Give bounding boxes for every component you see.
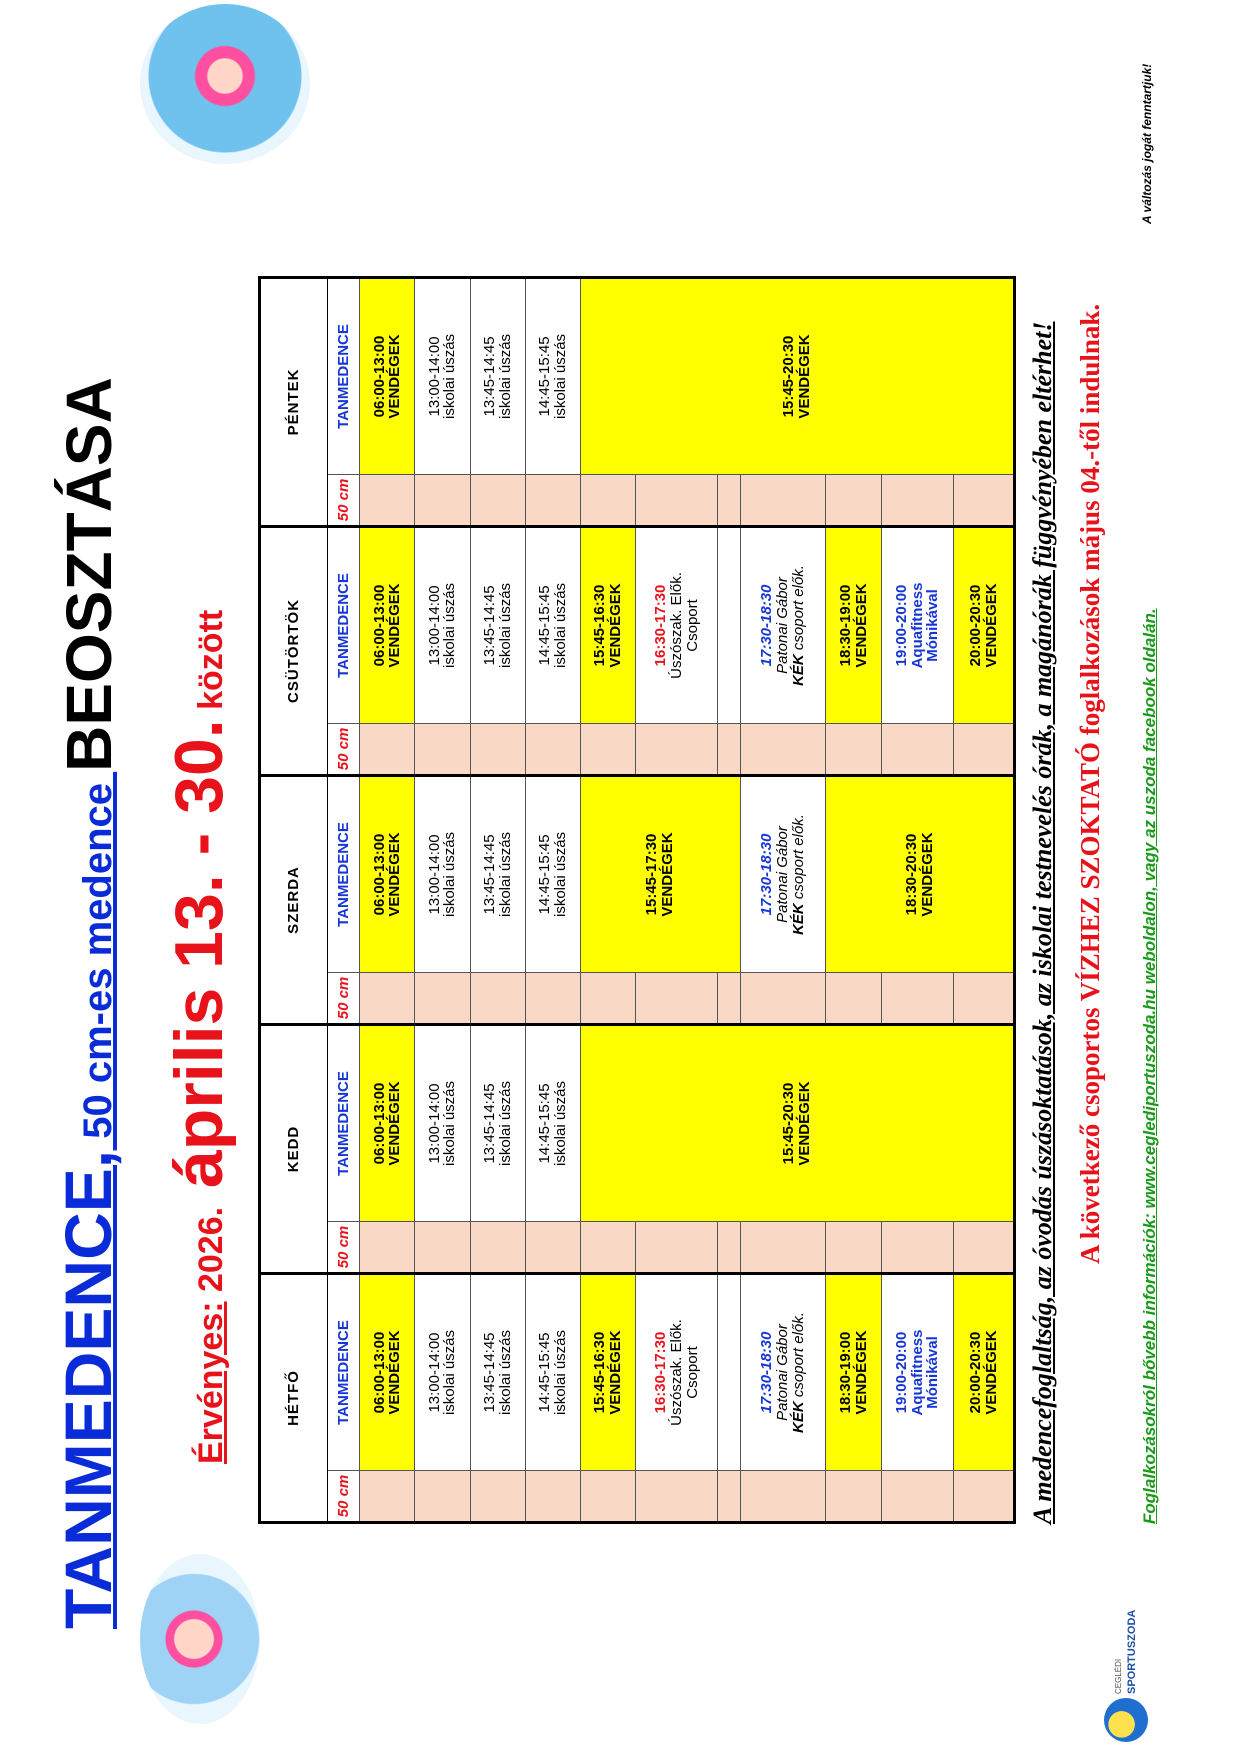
cell-50cm [580,1471,635,1523]
day-hetfo: HÉTFŐ [260,1274,328,1523]
cell-50cm [635,1471,718,1523]
cell-slot: 16:30-17:30 Úszószak. Elők. Csoport [635,1274,718,1471]
cell-50cm [826,1222,881,1274]
cell-50cm [635,474,718,526]
cell-slot: 16:30-17:30 Úszószak. Elők. Csoport [635,526,718,723]
cell-50cm [718,474,740,526]
cell-slot [718,526,740,723]
cell-50cm [954,474,1015,526]
cell-slot: 20:00-20:30 VENDÉGEK [954,526,1015,723]
cell-50cm [470,972,525,1024]
table-row [360,277,415,1522]
cell-slot-long: 15:45-17:30 VENDÉGEK [580,775,740,972]
cell-50cm [954,1471,1015,1523]
title-right: BEOSZTÁSA [53,377,125,772]
cell-50cm [470,1471,525,1523]
cell-slot: 17:30-18:30 Patonai Gábor KÉK csoport elők. [740,526,826,723]
cell-50cm [580,723,635,775]
cell-50cm [881,972,954,1024]
child-swimmer-photo-right [140,4,310,164]
cell-slot: 19:00-20:00 Aquafitness Mónikával [881,1274,954,1471]
cell-slot: 14:45-15:45 iskolai úszás [525,1024,580,1221]
cell-slot: 14:45-15:45 iskolai úszás [525,1274,580,1471]
cell-slot-long: 18:30-20:30 VENDÉGEK [826,775,1015,972]
col-50cm: 50 cm [328,723,360,775]
cell-50cm [718,1222,740,1274]
cell-slot: 13:45-14:45 iskolai úszás [470,1274,525,1471]
cell-slot: 14:45-15:45 iskolai úszás [525,775,580,972]
validity-range: április 13. - 30. [161,719,237,1207]
cell-50cm [415,723,470,775]
logo [1090,1609,1160,1742]
cell-slot: 06:00-13:00 VENDÉGEK [360,526,415,723]
cell-slot: 13:00-14:00 iskolai úszás [415,775,470,972]
cell-slot: 13:00-14:00 iskolai úszás [415,277,470,474]
cell-50cm [718,723,740,775]
note-rights: A változás jogát fenntartjuk! [1140,63,1154,224]
cell-slot: 17:30-18:30 Patonai Gábor KÉK csoport elők. [740,775,826,972]
cell-50cm [881,474,954,526]
cell-50cm [360,972,415,1024]
cell-slot: 20:00-20:30 VENDÉGEK [954,1274,1015,1471]
col-50cm: 50 cm [328,1222,360,1274]
cell-50cm [740,1471,826,1523]
logo-line2: SPORTUSZODA [1126,1609,1138,1694]
cell-slot: 18:30-19:00 VENDÉGEK [826,1274,881,1471]
cell-slot: 06:00-13:00 VENDÉGEK [360,1024,415,1221]
cell-slot: 17:30-18:30 Patonai Gábor KÉK csoport elők. [740,1274,826,1471]
validity-line [160,264,238,1464]
col-tanmedence: TANMEDENCE [328,1024,360,1221]
col-tanmedence: TANMEDENCE [328,775,360,972]
cell-50cm [415,1471,470,1523]
col-tanmedence: TANMEDENCE [328,526,360,723]
table-row [580,277,635,1522]
cell-50cm [881,1471,954,1523]
title-main: TANMEDENCE, [51,1149,125,1629]
swimmer-logo-icon [1104,1698,1148,1742]
day-pentek: PÉNTEK [260,277,328,526]
table-row [415,277,470,1522]
cell-slot: 14:45-15:45 iskolai úszás [525,277,580,474]
note-info-link: Foglalkozásokról bővebb információk: www.ceglediportuszoda.hu weboldalon, vagy az uszoda facebook oldalán. [1140,608,1159,1524]
col-50cm: 50 cm [328,1471,360,1523]
validity-prefix: Érvényes: [192,1301,230,1464]
cell-slot: 13:45-14:45 iskolai úszás [470,277,525,474]
col-tanmedence: TANMEDENCE [328,277,360,474]
cell-slot: 13:00-14:00 iskolai úszás [415,1274,470,1471]
cell-50cm [881,1222,954,1274]
cell-50cm [635,972,718,1024]
note-next-groups: A következő csoportos VÍZHEZ SZOKTATÓ foglalkozások május 04.-től indulnak. [1075,303,1105,1264]
cell-50cm [740,1222,826,1274]
child-swimmer-photo-left [140,1554,260,1724]
cell-50cm [415,972,470,1024]
cell-50cm [826,972,881,1024]
cell-50cm [718,972,740,1024]
page-title [50,129,126,1629]
cell-50cm [954,723,1015,775]
validity-year: 2026. [192,1206,230,1302]
cell-slot: 06:00-13:00 VENDÉGEK [360,775,415,972]
cell-50cm [415,1222,470,1274]
col-tanmedence: TANMEDENCE [328,1274,360,1471]
cell-50cm [881,723,954,775]
cell-50cm [360,474,415,526]
cell-50cm [635,723,718,775]
cell-50cm [954,1222,1015,1274]
cell-slot: 13:45-14:45 iskolai úszás [470,1024,525,1221]
day-szerda: SZERDA [260,775,328,1024]
cell-50cm [415,474,470,526]
cell-slot [718,1274,740,1471]
col-50cm: 50 cm [328,972,360,1024]
cell-slot: 13:00-14:00 iskolai úszás [415,1024,470,1221]
cell-50cm [826,723,881,775]
cell-50cm [360,723,415,775]
cell-slot-long: 15:45-20:30 VENDÉGEK [580,277,1014,474]
cell-slot: 18:30-19:00 VENDÉGEK [826,526,881,723]
cell-50cm [580,972,635,1024]
day-csutortok: CSÜTÖRTÖK [260,526,328,775]
cell-slot-long: 15:45-20:30 VENDÉGEK [580,1024,1014,1221]
cell-50cm [826,474,881,526]
table-row [470,277,525,1522]
cell-50cm [470,723,525,775]
cell-50cm [525,972,580,1024]
cell-slot: 13:00-14:00 iskolai úszás [415,526,470,723]
note-occupancy: A medencefoglaltság, az óvodás úszásoktatások, az iskolai testnevelés órák, a magánórák függvényében eltérhet! [1028,321,1057,1524]
cell-slot: 13:45-14:45 iskolai úszás [470,526,525,723]
cell-50cm [718,1471,740,1523]
cell-50cm [360,1471,415,1523]
cell-slot: 13:45-14:45 iskolai úszás [470,775,525,972]
day-kedd: KEDD [260,1024,328,1273]
cell-50cm [525,723,580,775]
cell-50cm [525,1222,580,1274]
cell-50cm [470,474,525,526]
day-header-row [260,277,328,1522]
cell-slot: 19:00-20:00 Aquafitness Mónikával [881,526,954,723]
cell-50cm [580,474,635,526]
cell-slot: 14:45-15:45 iskolai úszás [525,526,580,723]
cell-50cm [740,972,826,1024]
logo-line1: CEGLÉDI [1114,1658,1123,1694]
table-row [525,277,580,1522]
cell-slot: 06:00-13:00 VENDÉGEK [360,277,415,474]
validity-suffix: között [192,609,230,720]
cell-50cm [740,723,826,775]
cell-slot: 06:00-13:00 VENDÉGEK [360,1274,415,1471]
column-header-row [328,277,360,1522]
cell-slot: 15:45-16:30 VENDÉGEK [580,526,635,723]
cell-50cm [470,1222,525,1274]
col-50cm: 50 cm [328,474,360,526]
cell-slot: 15:45-16:30 VENDÉGEK [580,1274,635,1471]
cell-50cm [525,1471,580,1523]
title-sub: 50 cm-es medence [76,771,120,1150]
cell-50cm [826,1471,881,1523]
cell-50cm [740,474,826,526]
cell-50cm [525,474,580,526]
cell-50cm [954,972,1015,1024]
cell-50cm [360,1222,415,1274]
schedule-table [258,276,1016,1524]
cell-50cm [580,1222,635,1274]
cell-50cm [635,1222,718,1274]
